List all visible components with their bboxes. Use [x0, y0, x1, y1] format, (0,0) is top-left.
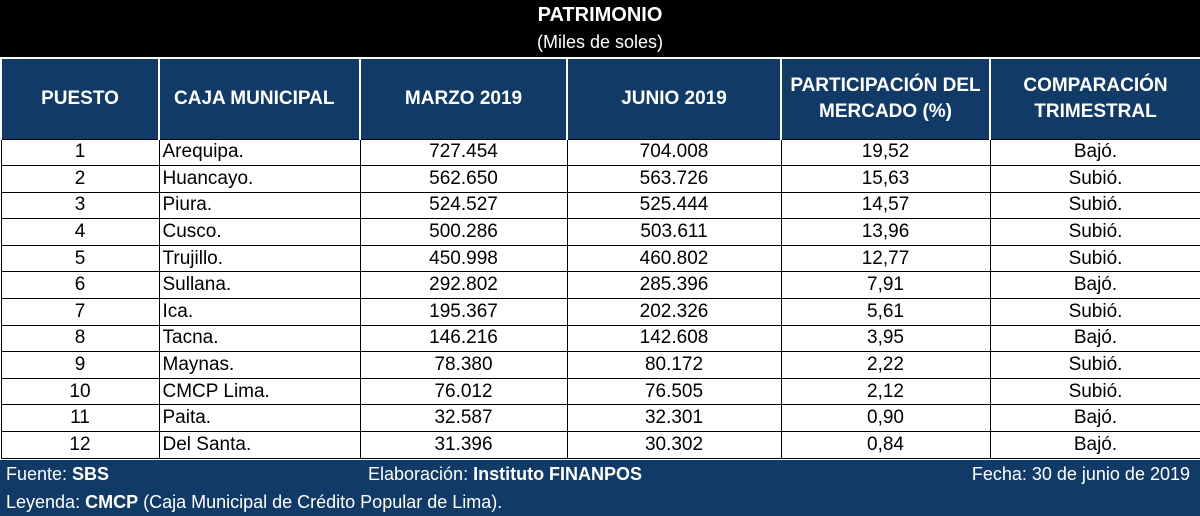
cell-caja-municipal: Piura. [159, 192, 360, 219]
cell-marzo-2019: 292.802 [360, 272, 567, 299]
cell-marzo-2019: 146.216 [360, 325, 567, 352]
cell-puesto: 1 [1, 139, 159, 166]
cell-comparacion: Subió. [990, 299, 1200, 326]
cell-participacion: 0,90 [781, 405, 990, 432]
cell-caja-municipal: CMCP Lima. [159, 378, 360, 405]
cell-comparacion: Bajó. [990, 325, 1200, 352]
cell-puesto: 10 [1, 378, 159, 405]
cell-participacion: 13,96 [781, 219, 990, 246]
cell-junio-2019: 503.611 [567, 219, 781, 246]
cell-puesto: 3 [1, 192, 159, 219]
cell-comparacion: Subió. [990, 219, 1200, 246]
cell-marzo-2019: 524.527 [360, 192, 567, 219]
table-row [1, 245, 1200, 272]
cell-caja-municipal: Tacna. [159, 325, 360, 352]
cell-comparacion: Bajó. [990, 432, 1200, 459]
header-puesto: PUESTO [1, 58, 159, 139]
cell-marzo-2019: 500.286 [360, 219, 567, 246]
cell-participacion: 0,84 [781, 432, 990, 459]
cell-puesto: 9 [1, 352, 159, 379]
table-row [1, 325, 1200, 352]
cell-junio-2019: 704.008 [567, 139, 781, 166]
table-row [1, 432, 1200, 459]
table-row [1, 299, 1200, 326]
footer-source-label: Fuente: [6, 464, 73, 484]
cell-junio-2019: 80.172 [567, 352, 781, 379]
header-comparacion: COMPARACIÓN TRIMESTRAL [990, 58, 1200, 139]
footer-legend-text: (Caja Municipal de Crédito Popular de Lima). [138, 492, 503, 512]
cell-puesto: 6 [1, 272, 159, 299]
cell-comparacion: Bajó. [990, 139, 1200, 166]
table-row [1, 378, 1200, 405]
cell-junio-2019: 32.301 [567, 405, 781, 432]
cell-participacion: 14,57 [781, 192, 990, 219]
cell-participacion: 12,77 [781, 245, 990, 272]
footer-elaboration-value: Instituto FINANPOS [473, 464, 643, 484]
cell-marzo-2019: 76.012 [360, 378, 567, 405]
cell-puesto: 7 [1, 299, 159, 326]
header-participacion: PARTICIPACIÓN DEL MERCADO (%) [781, 58, 990, 139]
cell-participacion: 5,61 [781, 299, 990, 326]
cell-junio-2019: 76.505 [567, 378, 781, 405]
cell-caja-municipal: Del Santa. [159, 432, 360, 459]
cell-participacion: 2,12 [781, 378, 990, 405]
cell-puesto: 5 [1, 245, 159, 272]
cell-comparacion: Subió. [990, 378, 1200, 405]
cell-caja-municipal: Trujillo. [159, 245, 360, 272]
table-subtitle: (Miles de soles) [536, 32, 664, 52]
header-junio-2019: JUNIO 2019 [567, 58, 781, 139]
cell-comparacion: Subió. [990, 245, 1200, 272]
cell-puesto: 12 [1, 432, 159, 459]
cell-junio-2019: 202.326 [567, 299, 781, 326]
cell-junio-2019: 142.608 [567, 325, 781, 352]
footer-source [6, 464, 109, 485]
cell-participacion: 3,95 [781, 325, 990, 352]
table-row [1, 352, 1200, 379]
cell-participacion: 7,91 [781, 272, 990, 299]
cell-caja-municipal: Sullana. [159, 272, 360, 299]
cell-comparacion: Subió. [990, 166, 1200, 193]
cell-caja-municipal: Maynas. [159, 352, 360, 379]
cell-puesto: 8 [1, 325, 159, 352]
table-row [1, 272, 1200, 299]
footer-source-value: SBS [72, 464, 110, 484]
table-title: PATRIMONIO [537, 4, 663, 26]
header-caja-municipal: CAJA MUNICIPAL [159, 58, 360, 139]
table-header [1, 58, 1200, 139]
table-row [1, 219, 1200, 246]
cell-caja-municipal: Huancayo. [159, 166, 360, 193]
table-footer [0, 460, 1200, 516]
cell-caja-municipal: Ica. [159, 299, 360, 326]
cell-junio-2019: 563.726 [567, 166, 781, 193]
footer-legend [6, 492, 502, 513]
table-body [1, 139, 1200, 458]
cell-junio-2019: 460.802 [567, 245, 781, 272]
cell-caja-municipal: Paita. [159, 405, 360, 432]
footer-date: Fecha: 30 de junio de 2019 [971, 464, 1190, 484]
cell-comparacion: Bajó. [990, 405, 1200, 432]
cell-marzo-2019: 32.587 [360, 405, 567, 432]
header-marzo-2019: MARZO 2019 [360, 58, 567, 139]
cell-marzo-2019: 78.380 [360, 352, 567, 379]
cell-participacion: 19,52 [781, 139, 990, 166]
cell-marzo-2019: 562.650 [360, 166, 567, 193]
footer-legend-abbr: CMCP [85, 492, 139, 512]
cell-comparacion: Subió. [990, 192, 1200, 219]
cell-marzo-2019: 195.367 [360, 299, 567, 326]
cell-marzo-2019: 727.454 [360, 139, 567, 166]
cell-puesto: 4 [1, 219, 159, 246]
cell-participacion: 15,63 [781, 166, 990, 193]
table-row [1, 166, 1200, 193]
footer-elaboration-label: Elaboración: [368, 464, 474, 484]
cell-puesto: 2 [1, 166, 159, 193]
cell-comparacion: Subió. [990, 352, 1200, 379]
title-bar [0, 0, 1200, 57]
cell-comparacion: Bajó. [990, 272, 1200, 299]
table-row [1, 405, 1200, 432]
cell-marzo-2019: 450.998 [360, 245, 567, 272]
cell-junio-2019: 30.302 [567, 432, 781, 459]
footer-elaboration [368, 464, 642, 485]
footer-legend-label: Leyenda: [6, 492, 86, 512]
patrimonio-table [0, 57, 1200, 459]
cell-puesto: 11 [1, 405, 159, 432]
cell-marzo-2019: 31.396 [360, 432, 567, 459]
cell-caja-municipal: Cusco. [159, 219, 360, 246]
cell-junio-2019: 285.396 [567, 272, 781, 299]
cell-caja-municipal: Arequipa. [159, 139, 360, 166]
cell-junio-2019: 525.444 [567, 192, 781, 219]
table-row [1, 192, 1200, 219]
cell-participacion: 2,22 [781, 352, 990, 379]
table-row [1, 139, 1200, 166]
